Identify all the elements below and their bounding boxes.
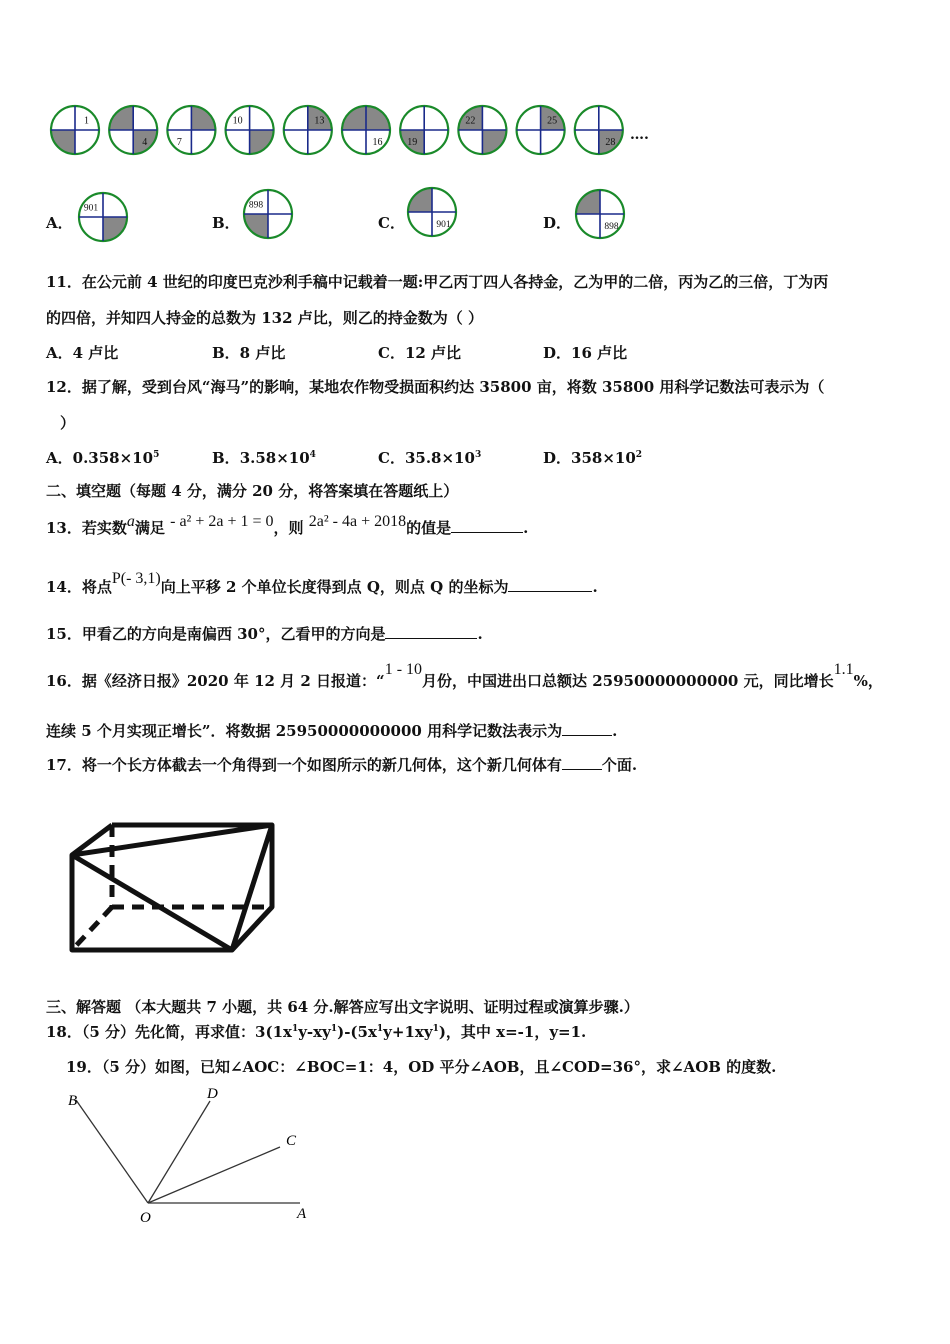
pattern-number: 7 [176,136,182,148]
pattern-number: 22 [465,115,476,127]
pattern-number: 898 [248,200,264,211]
q11-option-c: C．12 卢比 [378,344,462,362]
pattern-circle-19 [400,106,448,154]
pattern-number: 25 [547,115,558,127]
q12-line2: ） [60,414,76,432]
q12-option-d: D．$358\times 10^2$ [543,449,643,467]
section3-heading: 三、解答题 （本大题共 7 小题，共 64 分.解答应写出文字说明、证明过程或演算步骤.） [46,998,639,1016]
label-b: B [68,1093,78,1109]
q10-option-c-figure [402,182,462,242]
angle-figure [60,1085,310,1225]
q12-option-a: A．$0.358\times 10^5$ [46,449,160,467]
pattern-circle-22 [458,106,506,154]
pattern-ellipsis: …. [630,127,649,143]
label-c: C [286,1133,297,1149]
q12-line1: 12．据了解，受到台风“海马”的影响，某地农作物受损面积约达 35800 亩，将数 35800 用科学记数法可表示为（ [46,378,825,396]
q10-circle-c [408,188,456,236]
q16-line2: 连续 5 个月实现正增长”．将数据 25950000000000 用科学记数法表示为 . [46,722,618,740]
q10-option-d-figure [570,184,630,244]
q12-option-b: B．$3.58\times 10^4$ [212,449,316,467]
pattern-number: 1 [84,115,90,127]
q10-option-a-label: A． [46,214,73,232]
q11-option-a: A．4 卢比 [46,344,119,362]
truncated-cuboid-figure [62,815,282,960]
q14: 14．将点P(- 3,1)向上平移 2 个单位长度得到点 Q，则点 Q 的坐标为 . [46,570,598,596]
pattern-row [0,95,700,165]
q15: 15．甲看乙的方向是南偏西 30°，乙看甲的方向是 . [46,625,483,643]
pattern-circle-13 [284,106,332,154]
q10-option-c-label: C． [378,214,405,232]
pattern-number: 28 [605,136,616,148]
q10-option-a-figure [73,187,133,247]
pattern-circle-1 [51,106,99,154]
pattern-number: 19 [407,136,418,148]
q18: 18．（5 分）先化简，再求值：$3(1x^1y-xy^1)-(5x^1y+1xy^1)$，其中 x=-1，y=1. [46,1023,587,1041]
pattern-circle-4 [109,106,157,154]
q12-option-c: C．$35.8\times 10^3$ [378,449,482,467]
q10-circle-b [244,190,292,238]
q11-option-b: B．8 卢比 [212,344,286,362]
pattern-number: 16 [372,136,383,148]
q13: 13．若实数a满足 - a² + 2a + 1 = 0，则 2a² - 4a + 2018的值是 . [46,513,529,537]
pattern-circle-10 [226,106,274,154]
pattern-circle-16 [342,106,390,154]
q11-line2: 的四倍，并知四人持金的总数为 132 卢比，则乙的持金数为（ ） [46,309,483,327]
q10-option-d-label: D． [543,214,572,232]
q10-circle-d [576,190,624,238]
q10-option-b-label: B． [212,214,240,232]
q11-line1: 11．在公元前 4 世纪的印度巴克沙利手稿中记载着一题:甲乙丙丁四人各持金，乙为甲的二倍，丙为乙的三倍，丁为丙 [46,273,829,291]
pattern-circle-28 [575,106,623,154]
label-a: A [297,1206,307,1222]
section2-heading: 二、填空题（每题 4 分，满分 20 分，将答案填在答题纸上） [46,482,459,500]
pattern-number: 13 [314,115,325,127]
q10-circle-a [79,193,127,241]
pattern-number: 901 [436,219,451,230]
pattern-circle-7 [167,106,215,154]
label-d: D [207,1086,218,1102]
q19: 19．（5 分）如图，已知∠AOC：∠BOC=1：4，OD 平分∠AOB，且∠COD=36°，求∠AOB 的度数. [66,1058,777,1076]
label-o: O [140,1210,151,1225]
q11-option-d: D．16 卢比 [543,344,628,362]
pattern-circle-25 [517,106,565,154]
pattern-number: 10 [232,115,243,127]
q17: 17．将一个长方体截去一个角得到一个如图所示的新几何体，这个新几何体有 个面. [46,756,638,774]
pattern-number: 901 [83,203,99,214]
q16-line1: 16．据《经济日报》2020 年 12 月 2 日报道：“1 - 10月份，中国进出口总额达 25950000000000 元，同比增长1.1%， [46,661,883,690]
pattern-number: 898 [604,221,619,232]
q10-option-b-figure [238,184,298,244]
pattern-number: 4 [142,136,148,148]
